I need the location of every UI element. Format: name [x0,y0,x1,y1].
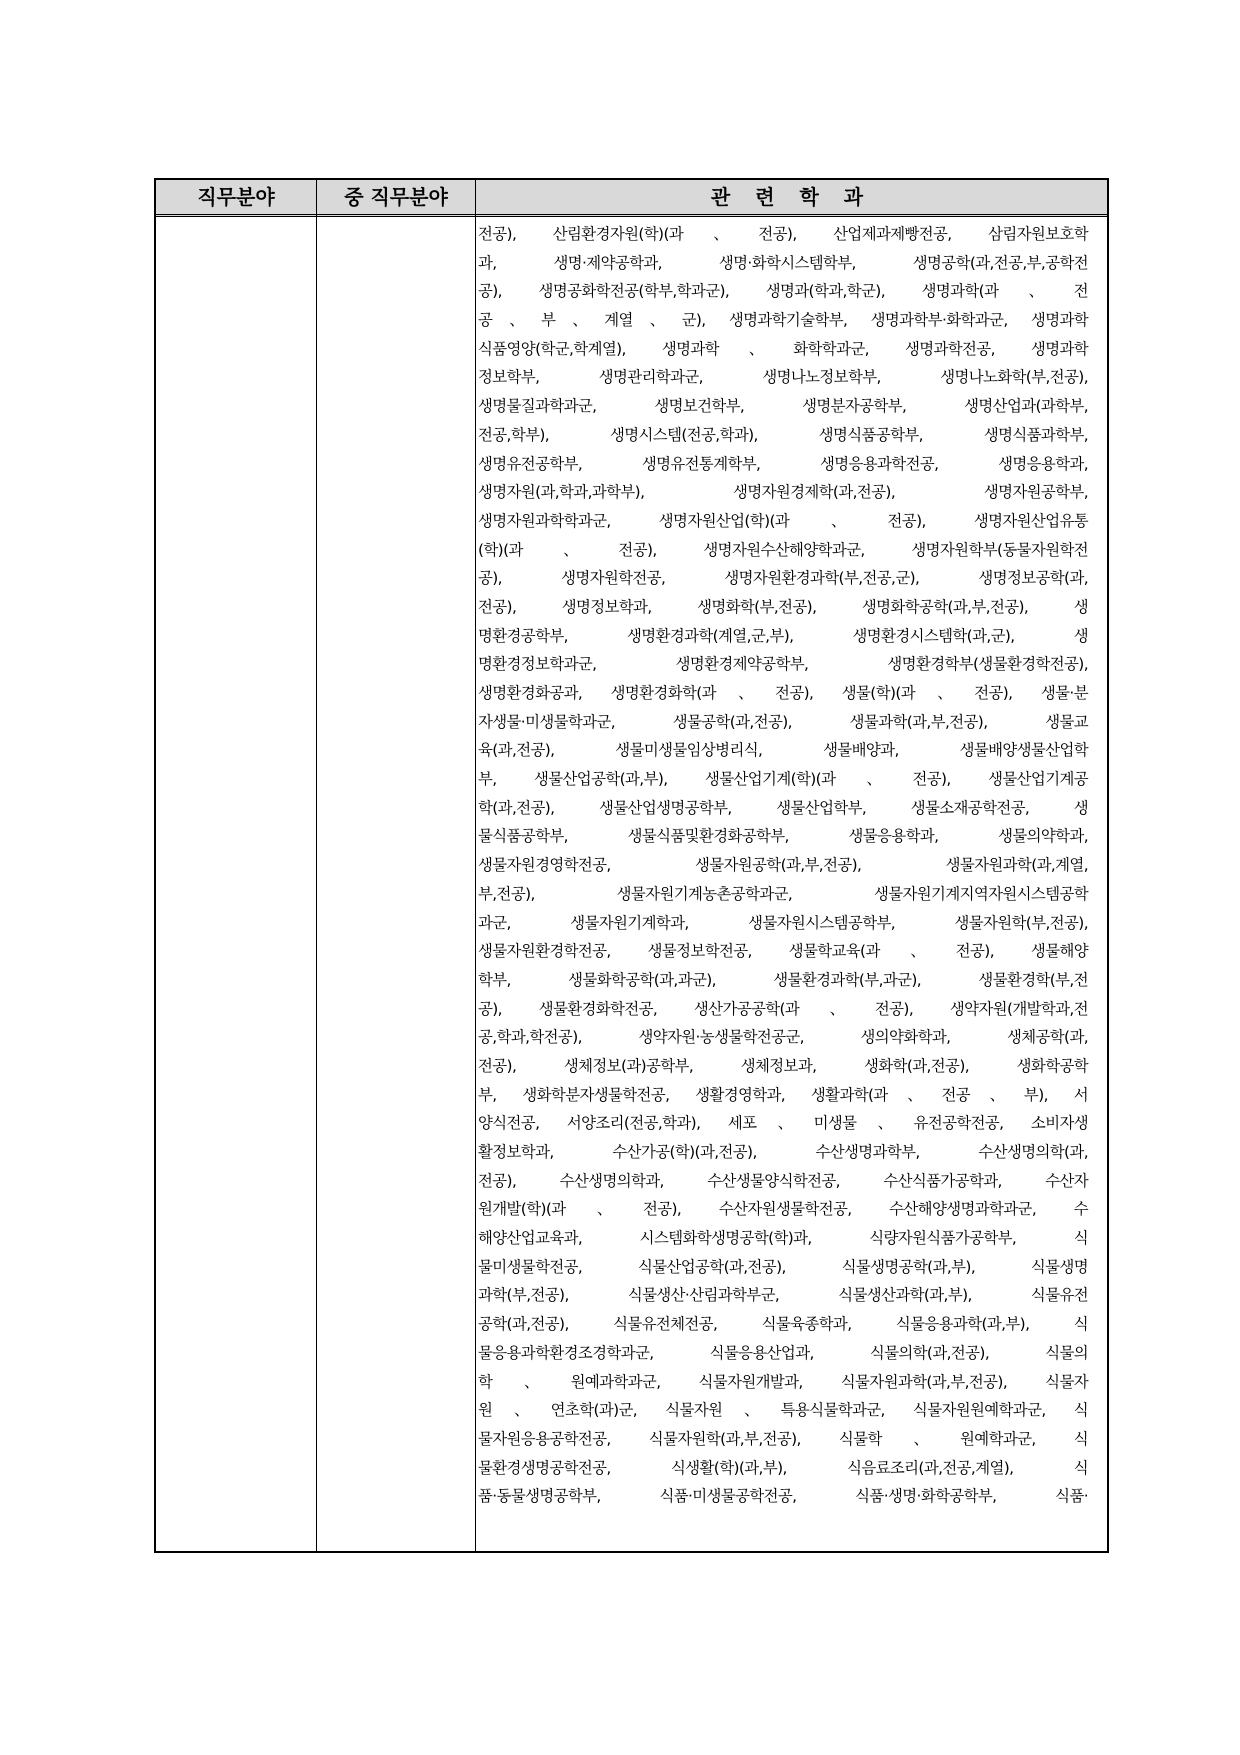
related-departments-line: 과, 생명·제약공학과, 생명·화학시스템학부, 생명공학(과,전공,부,공학전 [478,253,1088,272]
related-departments-line: 물식품공학부, 생물식품및환경화공학부, 생물응용학과, 생물의약학과, [478,827,1088,846]
related-departments-line: 전공), 산림환경자원(학)(과、전공), 산업제과제빵전공, 삼림자원보호학 [478,225,1088,243]
header-sub-job-field: 중 직무분야 [344,185,448,209]
related-departments-line: 전공), 생체정보(과)공학부, 생체정보과, 생화학(과,전공), 생화학공학 [478,1056,1088,1075]
related-departments-line: 생명자원(과,학과,과학부), 생명자원경제학(과,전공), 생명자원공학부, [478,483,1088,502]
related-departments-line: 부, 생화학분자생물학전공, 생활경영학과, 생활과학(과、전공、부), 서 [478,1085,1088,1104]
related-departments-table [154,178,1109,1553]
related-departments-line: 물자원응용공학전공, 식물자원학(과,부,전공), 식물학、원예학과군, 식 [478,1429,1088,1448]
related-departments-line: 식품영양(학군,학계열), 생명과학、화학학과군, 생명과학전공, 생명과학 [478,339,1088,358]
header-job-field: 직무분야 [197,185,275,209]
related-departments-line: 활정보학과, 수산가공(학)(과,전공), 수산생명과학부, 수산생명의학(과, [478,1143,1088,1161]
related-departments-line: 과군, 생물자원기계학과, 생물자원시스템공학부, 생물자원학(부,전공), [478,913,1088,932]
related-departments-line: 물응용과학환경조경학과군, 식물응용산업과, 식물의학(과,전공), 식물의 [478,1343,1088,1362]
header-related-departments: 관 련 학 과 [710,185,873,209]
related-departments-line: 육(과,전공), 생물미생물임상병리식, 생물배양과, 생물배양생물산업학 [478,741,1088,760]
related-departments-line: 생명유전공학부, 생명유전통계학부, 생명응용과학전공, 생명응용학과, [478,454,1088,473]
related-departments-line: 품·동물생명공학부, 식품·미생물공학전공, 식품·생명·화학공학부, 식품· [478,1487,1088,1506]
related-departments-line: 전공,학부), 생명시스템(전공,학과), 생명식품공학부, 생명식품과학부, [478,425,1088,444]
related-departments-line: (학)(과、전공), 생명자원수산해양학과군, 생명자원학부(동물자원학전 [478,540,1088,559]
related-departments-line: 전공), 수산생명의학과, 수산생물양식학전공, 수산식품가공학과, 수산자 [478,1171,1088,1190]
related-departments-line: 공、부、계열、군), 생명과학기술학부, 생명과학부·화학과군, 생명과학 [478,311,1088,330]
related-departments-line: 해양산업교육과, 시스템화학생명공학(학)과, 식량자원식품가공학부, 식 [478,1229,1088,1248]
related-departments-line: 원개발(학)(과、전공), 수산자원생물학전공, 수산해양생명과학과군, 수 [478,1200,1088,1219]
related-departments-line: 전공), 생명정보학과, 생명화학(부,전공), 생명화학공학(과,부,전공), 생 [478,597,1088,616]
related-departments-line: 명환경정보학과군, 생명환경제약공학부, 생명환경학부(생물환경학전공), [478,655,1088,674]
related-departments-line: 생명자원과학학과군, 생명자원산업(학)(과、전공), 생명자원산업유통 [478,511,1088,530]
related-departments-line: 부,전공), 생물자원기계농촌공학과군, 생물자원기계지역자원시스템공학 [478,884,1088,903]
related-departments-cell [478,220,1100,1545]
related-departments-line: 학(과,전공), 생물산업생명공학부, 생물산업학부, 생물소재공학전공, 생 [478,798,1088,817]
related-departments-line: 공학(과,전공), 식물유전체전공, 식물육종학과, 식물응용과학(과,부), 식 [478,1315,1088,1334]
table-header-row [156,180,1107,217]
related-departments-line: 공,학과,학전공), 생약자원·농생물학전공군, 생의약화학과, 생체공학(과, [478,1028,1088,1047]
related-departments-line: 학부, 생물화학공학(과,과군), 생물환경과학(부,과군), 생물환경학(부,전 [478,970,1088,989]
related-departments-line: 물환경생명공학전공, 식생활(학)(과,부), 식음료조리(과,전공,계열), 식 [478,1458,1088,1477]
related-departments-line: 양식전공, 서양조리(전공,학과), 세포、미생물、유전공학전공, 소비자생 [478,1114,1088,1133]
column-divider [475,180,476,1551]
related-departments-line: 공), 생명자원학전공, 생명자원환경과학(부,전공,군), 생명정보공학(과, [478,569,1088,588]
related-departments-line: 생명환경화공과, 생명환경화학(과、전공), 생물(학)(과、전공), 생물·분 [478,684,1088,702]
related-departments-line: 생물자원경영학전공, 생물자원공학(과,부,전공), 생물자원과학(과,계열, [478,856,1088,875]
related-departments-line: 생명물질과학과군, 생명보건학부, 생명분자공학부, 생명산업과(과학부, [478,397,1088,416]
related-departments-line: 명환경공학부, 생명환경과학(계열,군,부), 생명환경시스템학(과,군), 생 [478,626,1088,645]
related-departments-line: 생물자원환경학전공, 생물정보학전공, 생물학교육(과、전공), 생물해양 [478,942,1088,961]
related-departments-line: 과학(부,전공), 식물생산·산림과학부군, 식물생산과학(과,부), 식물유전 [478,1286,1088,1305]
column-divider [316,180,317,1551]
related-departments-line: 부, 생물산업공학(과,부), 생물산업기계(학)(과、전공), 생물산업기계공 [478,770,1088,789]
related-departments-line: 물미생물학전공, 식물산업공학(과,전공), 식물생명공학(과,부), 식물생명 [478,1257,1088,1276]
related-departments-line: 학、원예과학과군, 식물자원개발과, 식물자원과학(과,부,전공), 식물자 [478,1372,1088,1391]
related-departments-line: 공), 생물환경화학전공, 생산가공공학(과、전공), 생약자원(개발학과,전 [478,999,1088,1018]
related-departments-line: 정보학부, 생명관리학과군, 생명나노정보학부, 생명나노화학(부,전공), [478,368,1088,387]
related-departments-line: 원、연초학(과)군, 식물자원、특용식물학과군, 식물자원원예학과군, 식 [478,1401,1088,1420]
related-departments-line: 공), 생명공화학전공(학부,학과군), 생명과(학과,학군), 생명과학(과、전 [478,282,1088,301]
related-departments-line: 자생물·미생물학과군, 생물공학(과,전공), 생물과학(과,부,전공), 생물교 [478,712,1088,731]
